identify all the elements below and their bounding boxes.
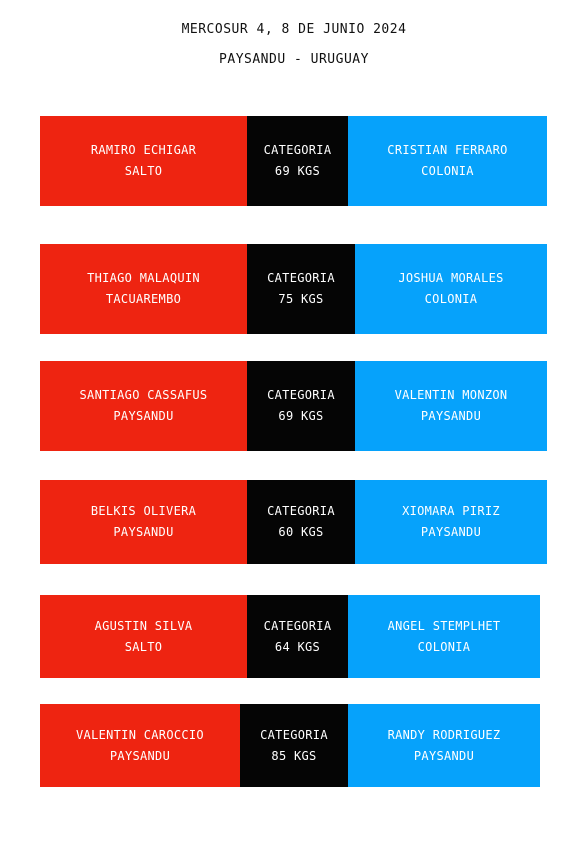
weight-category — [247, 116, 348, 206]
category-weight: 69 KGS — [274, 164, 321, 178]
weight-category — [247, 595, 348, 678]
event-location: PAYSANDU - URUGUAY — [219, 52, 369, 67]
red-fighter-name: SANTIAGO CASSAFUS — [79, 388, 208, 402]
blue-fighter-name: RANDY RODRIGUEZ — [387, 727, 501, 742]
bout-card — [40, 244, 547, 334]
blue-fighter-city: COLONIA — [421, 164, 474, 178]
blue-fighter-name: XIOMARA PIRIZ — [402, 504, 500, 518]
blue-fighter-name: ANGEL STEMPLHET — [387, 618, 501, 633]
category-label: CATEGORIA — [263, 143, 332, 157]
red-corner — [40, 361, 247, 451]
bout-card — [40, 704, 540, 787]
category-label: CATEGORIA — [260, 727, 328, 742]
red-fighter-city: PAYSANDU — [113, 525, 174, 539]
blue-corner — [348, 704, 540, 787]
weight-category — [240, 704, 348, 787]
category-weight: 85 KGS — [271, 748, 317, 763]
category-label: CATEGORIA — [263, 618, 332, 633]
category-weight: 69 KGS — [278, 409, 324, 423]
red-fighter-city: TACUAREMBO — [105, 292, 182, 306]
red-corner — [40, 244, 247, 334]
red-fighter-name: BELKIS OLIVERA — [90, 504, 197, 518]
blue-corner — [348, 595, 540, 678]
blue-fighter-name: VALENTIN MONZON — [394, 388, 508, 402]
weight-category — [247, 480, 355, 564]
blue-corner — [355, 480, 547, 564]
category-weight: 64 KGS — [274, 639, 321, 654]
category-label: CATEGORIA — [267, 388, 335, 402]
blue-fighter-name: JOSHUA MORALES — [398, 271, 504, 285]
red-fighter-name: AGUSTIN SILVA — [94, 618, 193, 633]
red-fighter-city: SALTO — [124, 164, 163, 178]
weight-category — [247, 361, 355, 451]
category-label: CATEGORIA — [267, 504, 335, 518]
red-fighter-name: THIAGO MALAQUIN — [87, 271, 200, 285]
category-label: CATEGORIA — [267, 271, 335, 285]
bout-card — [40, 480, 547, 564]
event-title: MERCOSUR 4, 8 DE JUNIO 2024 — [181, 22, 407, 37]
category-weight: 60 KGS — [278, 525, 324, 539]
blue-fighter-city: PAYSANDU — [420, 409, 482, 423]
blue-fighter-name: CRISTIAN FERRARO — [387, 143, 508, 157]
red-corner — [40, 480, 247, 564]
blue-fighter-city: PAYSANDU — [420, 525, 482, 539]
red-fighter-name: VALENTIN CAROCCIO — [76, 727, 204, 742]
blue-fighter-city: PAYSANDU — [413, 748, 475, 763]
blue-corner — [355, 244, 547, 334]
red-corner — [40, 704, 240, 787]
red-corner — [40, 116, 247, 206]
red-fighter-city: PAYSANDU — [113, 409, 174, 423]
weight-category — [247, 244, 355, 334]
blue-fighter-city: COLONIA — [424, 292, 478, 306]
red-fighter-city: SALTO — [124, 639, 163, 654]
blue-corner — [348, 116, 547, 206]
red-fighter-name: RAMIRO ECHIGAR — [90, 143, 197, 157]
blue-corner — [355, 361, 547, 451]
red-fighter-city: PAYSANDU — [109, 748, 171, 763]
bout-card — [40, 361, 547, 451]
red-corner — [40, 595, 247, 678]
bout-card — [40, 595, 540, 678]
bout-card — [40, 116, 547, 206]
blue-fighter-city: COLONIA — [417, 639, 471, 654]
category-weight: 75 KGS — [278, 292, 324, 306]
